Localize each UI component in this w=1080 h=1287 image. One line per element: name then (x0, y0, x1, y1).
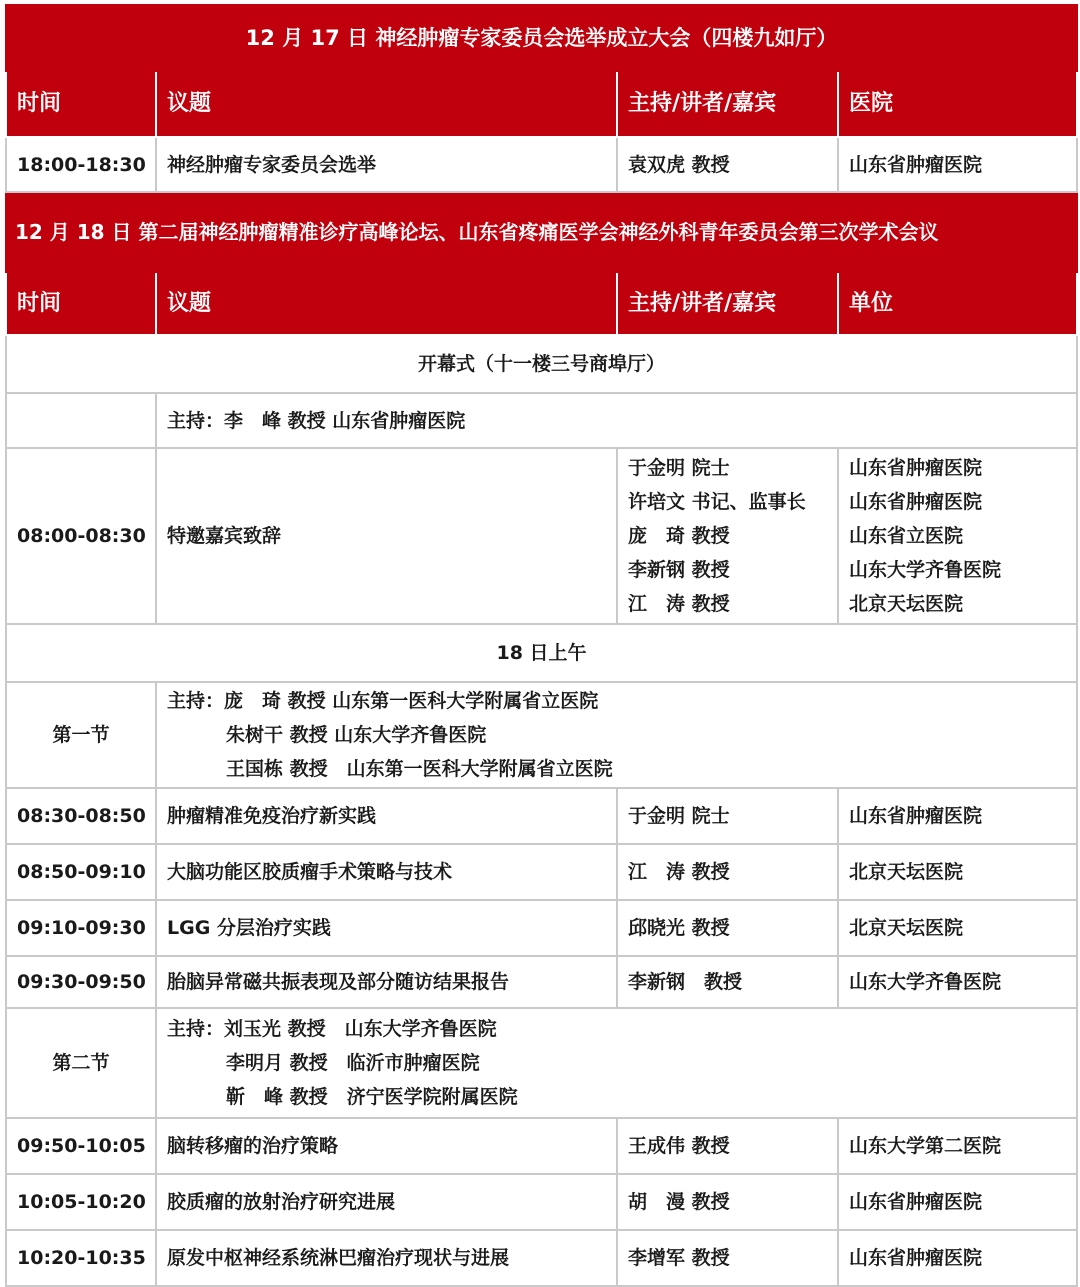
header-topic: 议题 (156, 272, 617, 335)
header-org: 单位 (838, 272, 1077, 335)
time-cell: 08:00-08:30 (6, 448, 156, 624)
speaker-cell: 胡 漫 教授 (617, 1174, 838, 1230)
welcome-row (6, 448, 1077, 624)
morning-row (6, 624, 1077, 682)
host-line: 朱树干 教授 山东大学齐鲁医院 (226, 724, 487, 746)
topic-cell: 脑转移瘤的治疗策略 (156, 1118, 617, 1174)
time-cell: 10:20-10:35 (6, 1230, 156, 1286)
day1-banner-row (6, 5, 1077, 71)
section1-host-row (6, 682, 1077, 788)
section2-label: 第二节 (6, 1008, 156, 1118)
header-speaker: 主持/讲者/嘉宾 (617, 71, 838, 137)
org-cell: 山东省肿瘤医院 (838, 1174, 1077, 1230)
section2-host-row (6, 1008, 1077, 1118)
table-row (6, 900, 1077, 956)
topic-cell: 神经肿瘤专家委员会选举 (156, 137, 617, 192)
topic-cell: 胶质瘤的放射治疗研究进展 (156, 1174, 617, 1230)
org-cell: 山东大学第二医院 (838, 1118, 1077, 1174)
opening-host: 主持：李 峰 教授 山东省肿瘤医院 (156, 393, 1077, 448)
opening-title: 开幕式（十一楼三号商埠厅） (6, 335, 1077, 393)
table-row (6, 788, 1077, 844)
topic-cell: 肿瘤精准免疫治疗新实践 (156, 788, 617, 844)
host-line: 主持：庞 琦 教授 山东第一医科大学附属省立医院 (167, 690, 599, 712)
speaker-cell: 于金明 院士 (617, 788, 838, 844)
speaker-cell: 李增军 教授 (617, 1230, 838, 1286)
topic-cell: 特邀嘉宾致辞 (156, 448, 617, 624)
speaker-cell: 王成伟 教授 (617, 1118, 838, 1174)
opening-host-row (6, 393, 1077, 448)
header-time: 时间 (6, 272, 156, 335)
topic-cell: 胎脑异常磁共振表现及部分随访结果报告 (156, 956, 617, 1008)
topic-cell: 原发中枢神经系统淋巴瘤治疗现状与进展 (156, 1230, 617, 1286)
table-row (6, 1118, 1077, 1174)
opening-row (6, 335, 1077, 393)
section1-hosts (156, 682, 1077, 788)
morning-title: 18 日上午 (6, 624, 1077, 682)
host-line: 主持：刘玉光 教授 山东大学齐鲁医院 (167, 1018, 497, 1040)
org-line: 山东大学齐鲁医院 (849, 559, 1002, 581)
day2-header-row (6, 272, 1077, 335)
host-line: 王国栋 教授 山东第一医科大学附属省立医院 (226, 758, 613, 780)
speaker-cell (617, 448, 838, 624)
topic-cell: 大脑功能区胶质瘤手术策略与技术 (156, 844, 617, 900)
speaker-cell: 邱晓光 教授 (617, 900, 838, 956)
org-cell: 山东省肿瘤医院 (838, 137, 1077, 192)
day2-banner: 12 月 18 日 第二届神经肿瘤精准诊疗高峰论坛、山东省疼痛医学会神经外科青年委员会第三次学术会议 (6, 192, 1077, 272)
org-cell: 北京天坛医院 (838, 900, 1077, 956)
time-cell: 08:30-08:50 (6, 788, 156, 844)
speaker-line: 于金明 院士 (628, 457, 730, 479)
org-cell (838, 448, 1077, 624)
table-row (6, 956, 1077, 1008)
table-row (6, 1230, 1077, 1286)
host-line: 李明月 教授 临沂市肿瘤医院 (226, 1052, 480, 1074)
day1-header-row (6, 71, 1077, 137)
time-cell: 09:10-09:30 (6, 900, 156, 956)
topic-cell: LGG 分层治疗实践 (156, 900, 617, 956)
time-cell: 09:30-09:50 (6, 956, 156, 1008)
day1-banner: 12 月 17 日 神经肿瘤专家委员会选举成立大会（四楼九如厅） (6, 5, 1077, 71)
speaker-cell: 李新钢 教授 (617, 956, 838, 1008)
org-cell: 北京天坛医院 (838, 844, 1077, 900)
speaker-cell: 江 涛 教授 (617, 844, 838, 900)
org-line: 北京天坛医院 (849, 593, 964, 615)
org-line: 山东省立医院 (849, 525, 964, 547)
speaker-cell: 袁双虎 教授 (617, 137, 838, 192)
org-cell: 山东省肿瘤医院 (838, 788, 1077, 844)
speaker-line: 李新钢 教授 (628, 559, 730, 581)
org-line: 山东省肿瘤医院 (849, 457, 983, 479)
table-row (6, 1174, 1077, 1230)
day2-banner-row (6, 192, 1077, 272)
table-row (6, 137, 1077, 192)
header-topic: 议题 (156, 71, 617, 137)
section1-label: 第一节 (6, 682, 156, 788)
header-time: 时间 (6, 71, 156, 137)
section2-hosts (156, 1008, 1077, 1118)
table-row (6, 844, 1077, 900)
host-line: 靳 峰 教授 济宁医学院附属医院 (226, 1086, 518, 1108)
header-speaker: 主持/讲者/嘉宾 (617, 272, 838, 335)
org-cell: 山东大学齐鲁医院 (838, 956, 1077, 1008)
time-cell: 10:05-10:20 (6, 1174, 156, 1230)
time-cell: 18:00-18:30 (6, 137, 156, 192)
time-cell: 09:50-10:05 (6, 1118, 156, 1174)
speaker-line: 许培文 书记、监事长 (628, 491, 806, 513)
org-line: 山东省肿瘤医院 (849, 491, 983, 513)
time-cell: 08:50-09:10 (6, 844, 156, 900)
schedule-table (5, 4, 1078, 1287)
speaker-line: 江 涛 教授 (628, 593, 730, 615)
speaker-line: 庞 琦 教授 (628, 525, 730, 547)
header-org: 医院 (838, 71, 1077, 137)
org-cell: 山东省肿瘤医院 (838, 1230, 1077, 1286)
empty-cell (6, 393, 156, 448)
